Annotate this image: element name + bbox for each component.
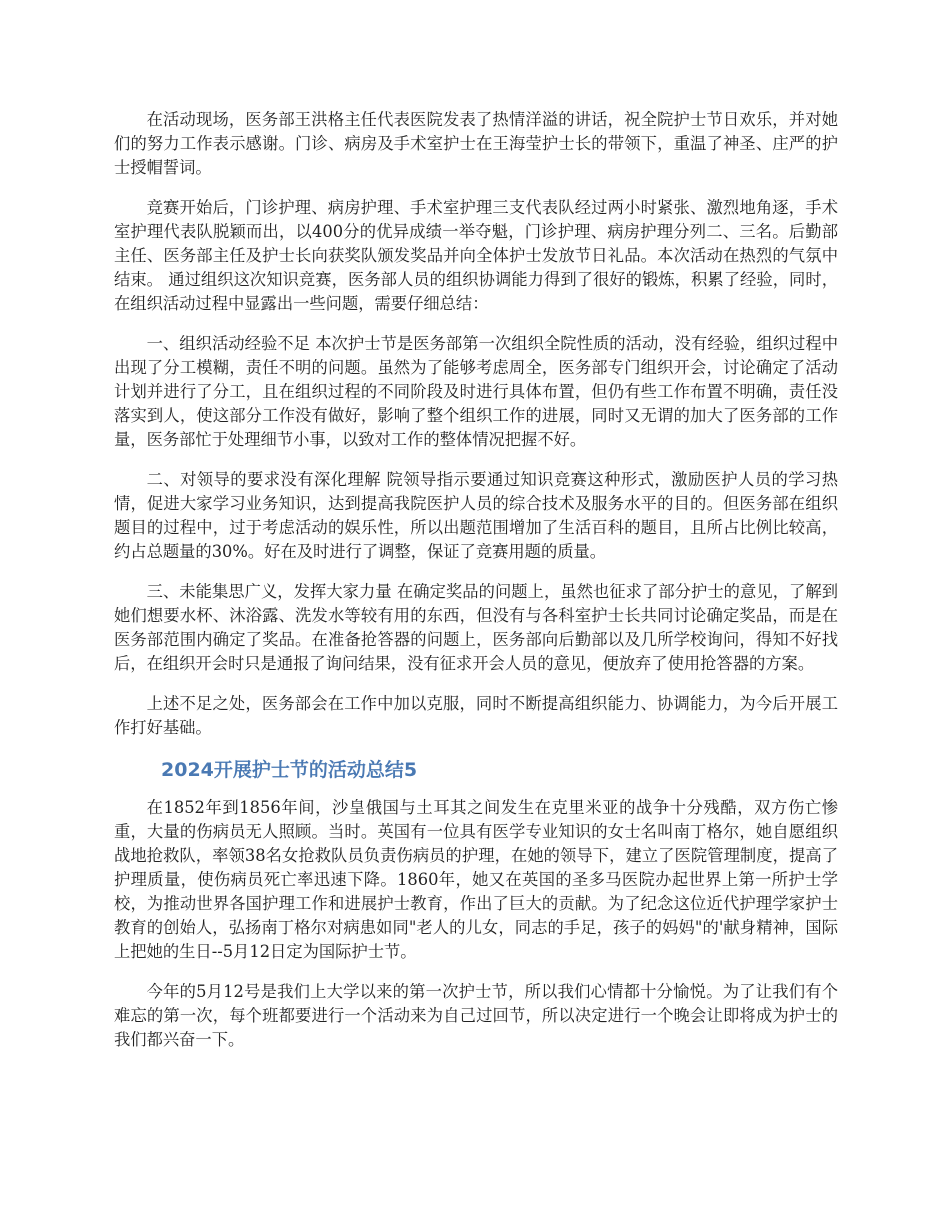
document-body: [114, 108, 838, 1068]
paragraph-nightingale-history: 在1852年到1856年间，沙皇俄国与土耳其之间发生在克里米亚的战争十分残酷，双方伤亡惨重，大量的伤病员无人照顾。当时。英国有一位具有医学专业知识的女士名叫南丁格尔，她自愿组织战地抢救队，率领38名女抢救队员负责伤病员的护理，在她的领导下，建立了医院管理制度，提高了护理质量，使伤病员死亡率迅速下降。1860年，她又在英国的圣多马医院办起世界上第一所护士学校，为推动世界各国护理工作和进展护士教育，作出了巨大的贡献。为了纪念这位近代护理学家护士教育的创始人，弘扬南丁格尔对病患如同"老人的儿女，同志的手足，孩子的妈妈"的'献身精神，国际上把她的生日--5月12日定为国际护士节。: [114, 798, 838, 961]
paragraph-conclusion: 上述不足之处，医务部会在工作中加以克服，同时不断提高组织能力、协调能力，为今后开展工作打好基础。: [114, 694, 838, 737]
paragraph-first-nurses-day: 今年的5月12号是我们上大学以来的第一次护士节，所以我们心情都十分愉悦。为了让我们有个难忘的第一次，每个班都要进行一个活动来为自己过回节，所以决定进行一个晚会让即将成为护士的我们都兴奋一下。: [114, 982, 838, 1049]
paragraph-event-speech: 在活动现场，医务部王洪格主任代表医院发表了热情洋溢的讲话，祝全院护士节日欢乐，并对她们的努力工作表示感谢。门诊、病房及手术室护士在王海莹护士长的带领下，重温了神圣、庄严的护士授帽誓词。: [114, 110, 838, 177]
paragraph-competition-summary: 竞赛开始后，门诊护理、病房护理、手术室护理三支代表队经过两小时紧张、激烈地角逐，手术室护理代表队脱颖而出，以400分的优异成绩一举夺魁，门诊护理、病房护理分列二、三名。后勤部主任、医务部主任及护士长向获奖队颁发奖品并向全体护士发放节日礼品。本次活动在热烈的气氛中结束。 通过组织这次知识竞赛，医务部人员的组织协调能力得到了很好的锻炼，积累了经验，同时，在组织活动过程中显露出一些问题，需要仔细总结：: [114, 198, 838, 313]
paragraph-issue-collaboration: 三、未能集思广义，发挥大家力量 在确定奖品的问题上，虽然也征求了部分护士的意见，了解到她们想要水杯、沐浴露、洗发水等较有用的东西，但没有与各科室护士长共同讨论确定奖品，而是在医务部范围内确定了奖品。在准备抢答器的问题上，医务部向后勤部以及几所学校询问，得知不好找后，在组织开会时只是通报了询问结果，没有征求开会人员的意见，便放弃了使用抢答器的方案。: [114, 582, 838, 673]
section-heading: 2024开展护士节的活动总结5: [161, 759, 418, 781]
paragraph-issue-experience: 一、组织活动经验不足 本次护士节是医务部第一次组织全院性质的活动，没有经验，组织过程中出现了分工模糊，责任不明的问题。虽然为了能够考虑周全，医务部专门组织开会，讨论确定了活动计划并进行了分工，且在组织过程的不同阶段及时进行具体布置，但仍有些工作布置不明确，责任没落实到人，使这部分工作没有做好，影响了整个组织工作的进展，同时又无谓的加大了医务部的工作量，医务部忙于处理细节小事，以致对工作的整体情况把握不好。: [114, 334, 838, 449]
paragraph-issue-understanding: 二、对领导的要求没有深化理解 院领导指示要通过知识竞赛这种形式，激励医护人员的学习热情，促进大家学习业务知识，达到提高我院医护人员的综合技术及服务水平的目的。但医务部在组织题目的过程中，过于考虑活动的娱乐性，所以出题范围增加了生活百科的题目，且所占比例比较高，约占总题量的30%。好在及时进行了调整，保证了竞赛用题的质量。: [114, 470, 838, 561]
